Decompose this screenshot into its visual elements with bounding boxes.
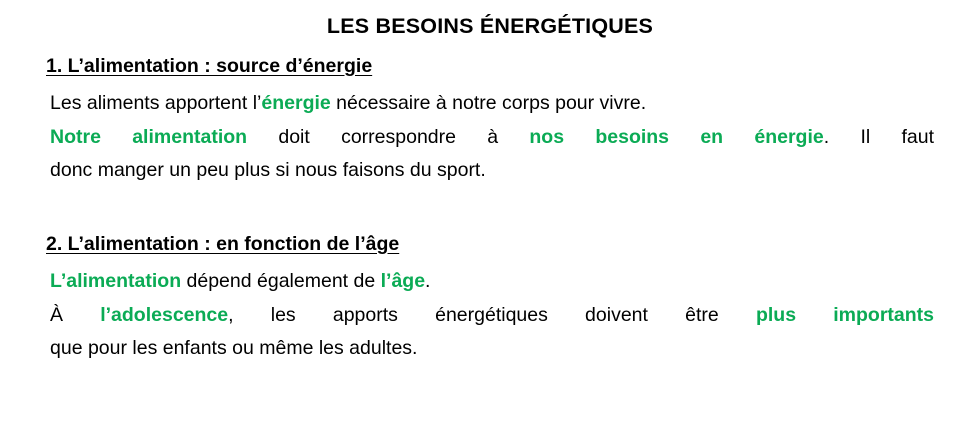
highlighted-term: l’âge bbox=[380, 270, 426, 293]
highlighted-term: L’alimentation bbox=[50, 270, 182, 293]
section-2-line-1 bbox=[50, 265, 934, 299]
body-text: , les apports énergétiques doivent être bbox=[228, 303, 756, 326]
section-2-line-3 bbox=[50, 332, 934, 366]
body-text: donc manger un peu plus si nous faisons du sport. bbox=[50, 159, 486, 182]
section-gap bbox=[46, 188, 934, 232]
body-text: À bbox=[50, 303, 101, 326]
section-2-body bbox=[46, 265, 934, 366]
section-1-line-2 bbox=[50, 121, 934, 155]
body-text: nécessaire à notre corps pour vivre. bbox=[330, 92, 647, 115]
section-2 bbox=[46, 232, 934, 366]
highlighted-term: énergie bbox=[261, 92, 331, 115]
section-1-line-3 bbox=[50, 154, 934, 188]
section-1 bbox=[46, 54, 934, 188]
highlighted-term: nos besoins en énergie bbox=[529, 125, 824, 148]
body-text: doit correspondre à bbox=[247, 125, 530, 148]
page-title: LES BESOINS ÉNERGÉTIQUES bbox=[326, 14, 654, 38]
highlighted-term: l’adolescence bbox=[100, 303, 229, 326]
body-text: dépend également de bbox=[181, 270, 381, 293]
highlighted-term: plus importants bbox=[755, 303, 934, 326]
body-text: . bbox=[425, 270, 431, 293]
section-1-line-1 bbox=[50, 87, 934, 121]
section-2-line-2 bbox=[50, 299, 934, 333]
section-2-heading: 2. L’alimentation : en fonction de l’âge bbox=[46, 232, 400, 255]
section-1-body bbox=[46, 87, 934, 188]
body-text: Les aliments apportent l’ bbox=[50, 92, 262, 115]
body-text: . Il faut bbox=[823, 125, 935, 148]
section-1-heading: 1. L’alimentation : source d’énergie bbox=[46, 54, 373, 77]
highlighted-term: Notre alimentation bbox=[50, 125, 248, 148]
body-text: que pour les enfants ou même les adultes. bbox=[50, 337, 418, 360]
